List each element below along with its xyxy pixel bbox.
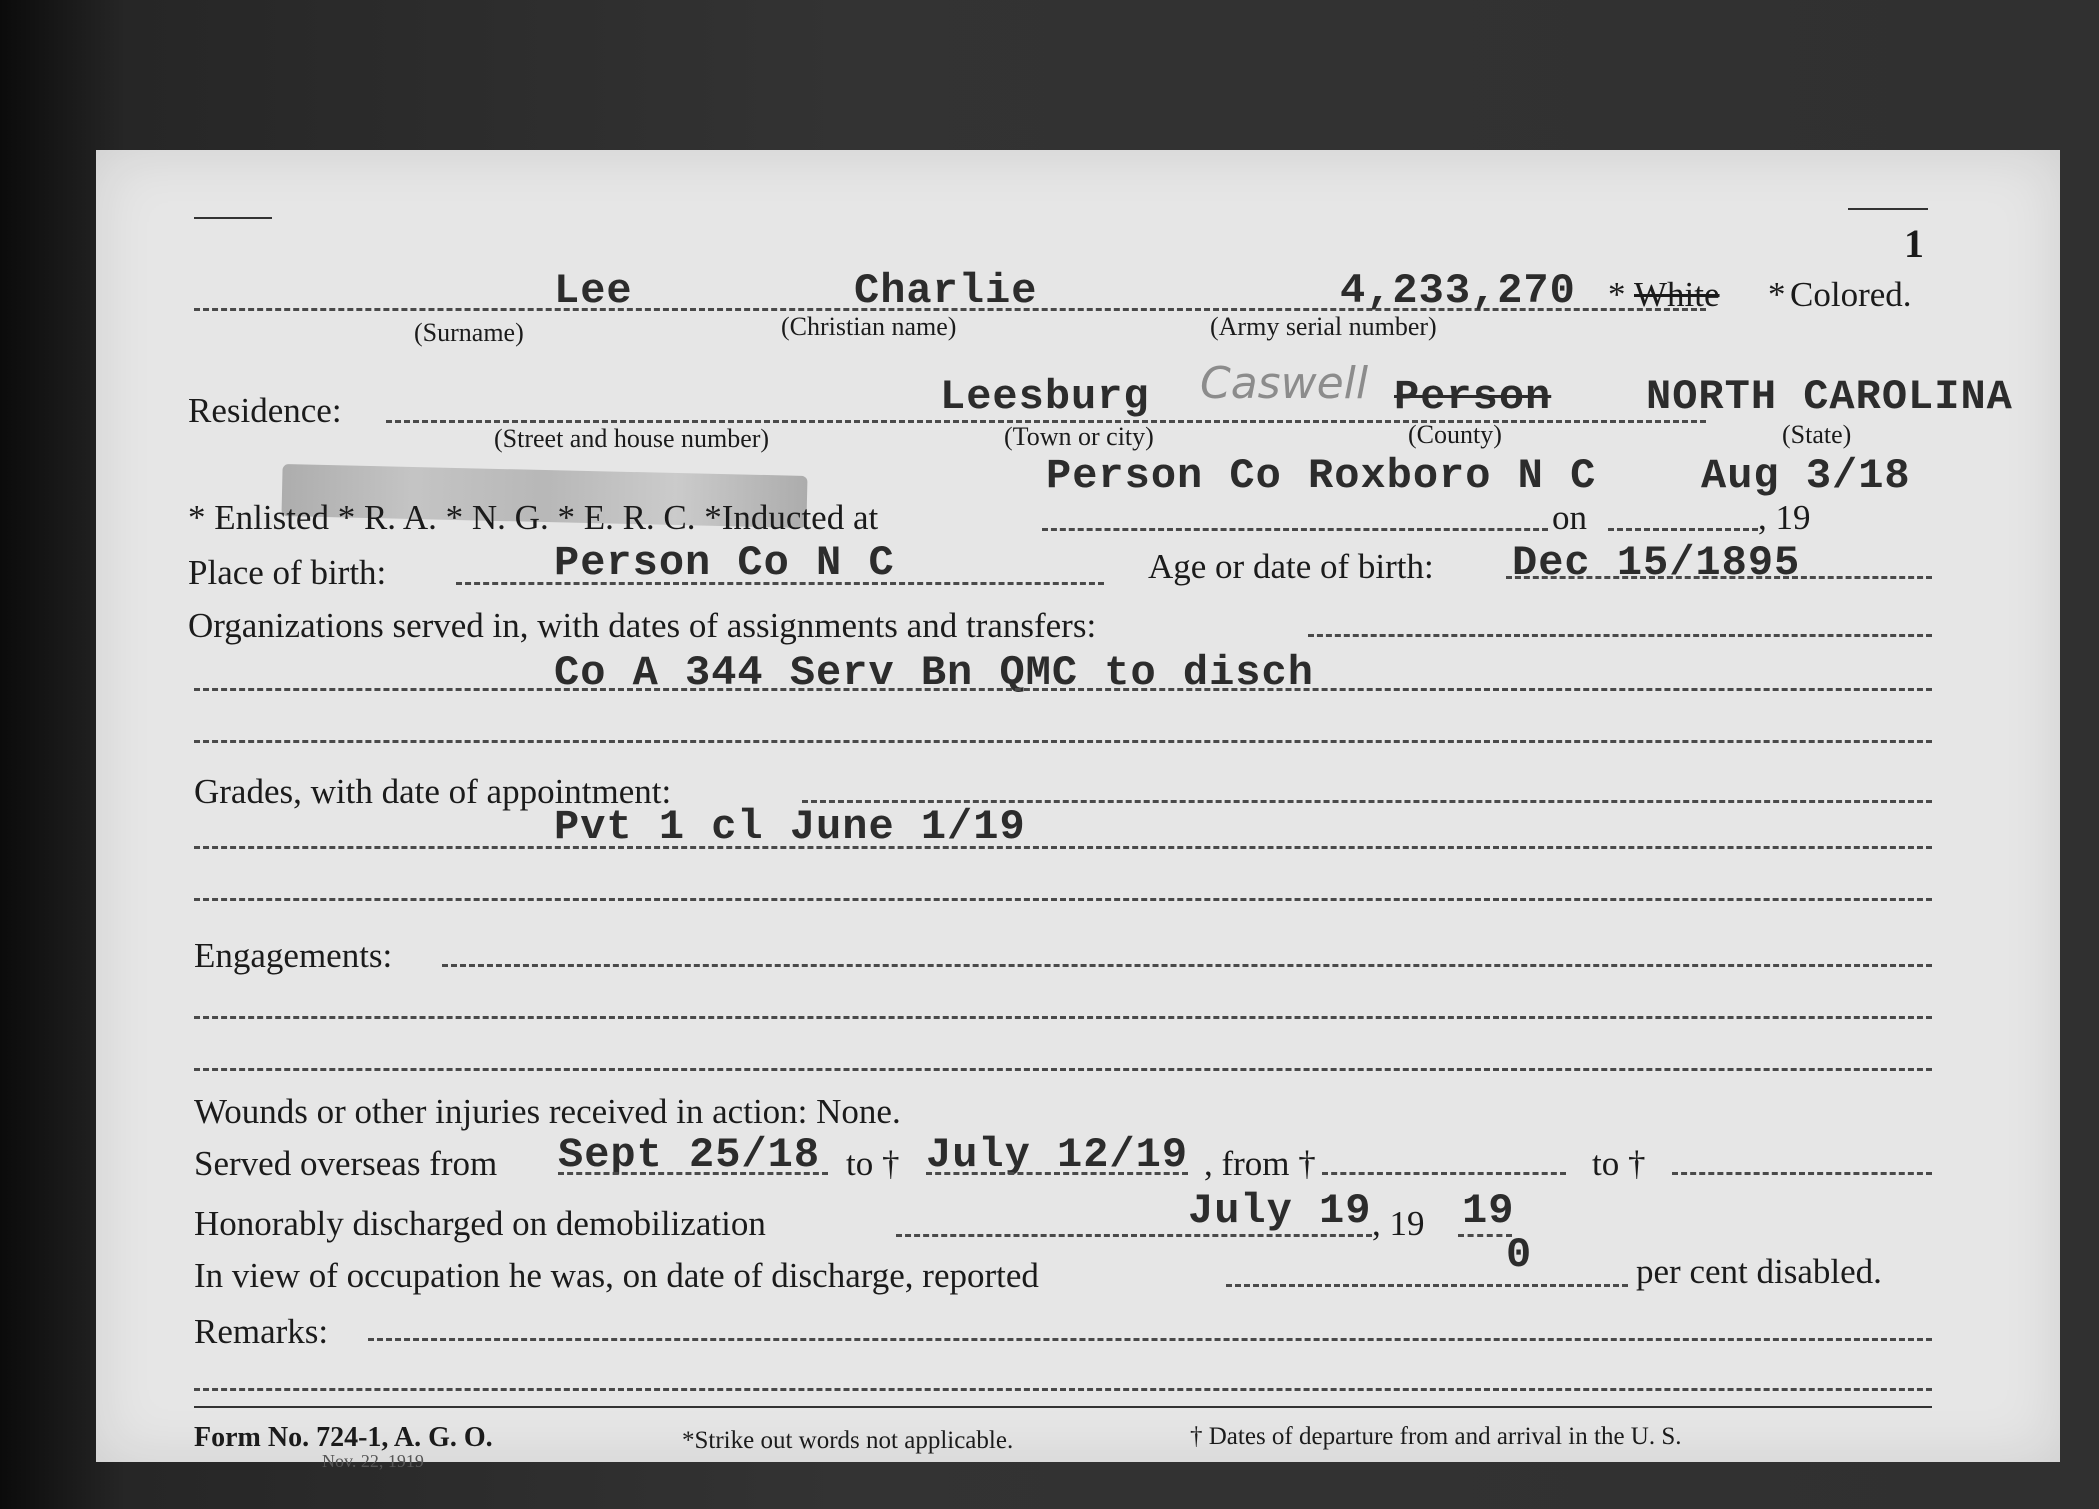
county-label: (County) (1408, 420, 1502, 449)
engagements-label: Engagements: (194, 936, 393, 975)
birth-date-value: Dec 15/1895 (1512, 539, 1801, 587)
top-right-rule (1848, 208, 1928, 210)
residence-state-value: NORTH CAROLINA (1646, 373, 2013, 421)
overseas-from-line (558, 1172, 828, 1175)
enlisted-label: * Enlisted * R. A. * N. G. * E. R. C. *Inducted at (188, 498, 879, 537)
birthplace-label: Place of birth: (188, 553, 387, 592)
engagements-line-2 (194, 1016, 1932, 1019)
footnote-strike: *Strike out words not applicable. (682, 1427, 1014, 1454)
disability-suffix: per cent disabled. (1636, 1252, 1882, 1291)
age-label: Age or date of birth: (1148, 547, 1434, 586)
inducted-line (1042, 528, 1548, 531)
serial-number-value: 4,233,270 (1340, 267, 1576, 315)
organizations-line-2 (194, 688, 1932, 691)
on-label: on (1552, 498, 1587, 537)
form-number: Form No. 724-1, A. G. O. (194, 1422, 493, 1453)
residence-county-handwritten: Caswell (1200, 358, 1369, 409)
overseas-from-line-2 (1322, 1172, 1566, 1175)
organizations-line-3 (194, 740, 1932, 743)
inducted-at-value: Person Co Roxboro N C (1046, 452, 1597, 500)
remarks-label: Remarks: (194, 1312, 329, 1351)
overseas-to-label-2: to † (1592, 1144, 1646, 1183)
christian-name-label: (Christian name) (781, 312, 957, 341)
residence-label: Residence: (188, 391, 342, 430)
surname-label: (Surname) (414, 318, 524, 347)
overseas-to-line (926, 1172, 1188, 1175)
induction-date-line (1608, 528, 1758, 531)
grade-value: Pvt 1 cl June 1/19 (554, 803, 1026, 851)
service-record-card (96, 150, 2060, 1471)
overseas-from-value: Sept 25/18 (558, 1131, 821, 1179)
surname-value: Lee (554, 267, 633, 315)
bottom-rule (194, 1406, 1932, 1408)
town-label: (Town or city) (1004, 422, 1154, 451)
remarks-line-2 (194, 1388, 1932, 1391)
disability-percent-value: 0 (1506, 1231, 1533, 1279)
discharge-year-prefix: , 19 (1372, 1204, 1425, 1243)
organizations-line-1 (1308, 634, 1932, 637)
grades-line-3 (194, 898, 1932, 901)
top-left-rule (194, 217, 272, 219)
engagements-line-3 (194, 1068, 1932, 1071)
race-colored: Colored. (1790, 275, 1912, 314)
overseas-label: Served overseas from (194, 1144, 498, 1183)
remarks-line-1 (368, 1338, 1932, 1341)
birthplace-value: Person Co N C (554, 539, 895, 587)
grades-line-2 (194, 846, 1932, 849)
organization-value: Co A 344 Serv Bn QMC to disch (554, 649, 1314, 697)
residence-town-value: Leesburg (940, 373, 1150, 421)
overseas-to-line-2 (1672, 1172, 1932, 1175)
christian-name-value: Charlie (854, 267, 1038, 315)
disability-label: In view of occupation he was, on date of discharge, reported (194, 1256, 1039, 1295)
overseas-from-label-2: , from † (1204, 1144, 1316, 1183)
serial-number-label: (Army serial number) (1210, 312, 1437, 341)
disability-line (1226, 1284, 1628, 1287)
discharge-label: Honorably discharged on demobilization (194, 1204, 766, 1243)
overseas-to-value: July 12/19 (926, 1131, 1189, 1179)
race-white-struck: White (1634, 275, 1720, 314)
race-star-2: * (1768, 275, 1786, 314)
grades-label: Grades, with date of appointment: (194, 772, 672, 811)
induction-year-prefix: , 19 (1758, 498, 1811, 537)
induction-date-value: Aug 3/18 (1701, 452, 1911, 500)
page-number: 1 (1904, 221, 1924, 266)
discharge-date-value: July 19 (1188, 1187, 1372, 1235)
residence-county-struck: Person (1394, 373, 1552, 421)
organizations-label: Organizations served in, with dates of assignments and transfers: (188, 606, 1097, 645)
wounds-label: Wounds or other injuries received in action: None. (194, 1092, 901, 1131)
discharge-year-line (1458, 1234, 1512, 1237)
overseas-to-label: to † (846, 1144, 900, 1183)
discharge-year-value: 19 (1462, 1187, 1515, 1235)
footnote-dates: † Dates of departure from and arrival in the U. S. (1190, 1423, 1682, 1450)
state-label: (State) (1782, 420, 1852, 449)
engagements-line-1 (442, 964, 1932, 967)
street-label: (Street and house number) (494, 424, 770, 453)
form-date: Nov. 22, 1919 (322, 1451, 424, 1471)
race-star-1: * (1608, 275, 1626, 314)
